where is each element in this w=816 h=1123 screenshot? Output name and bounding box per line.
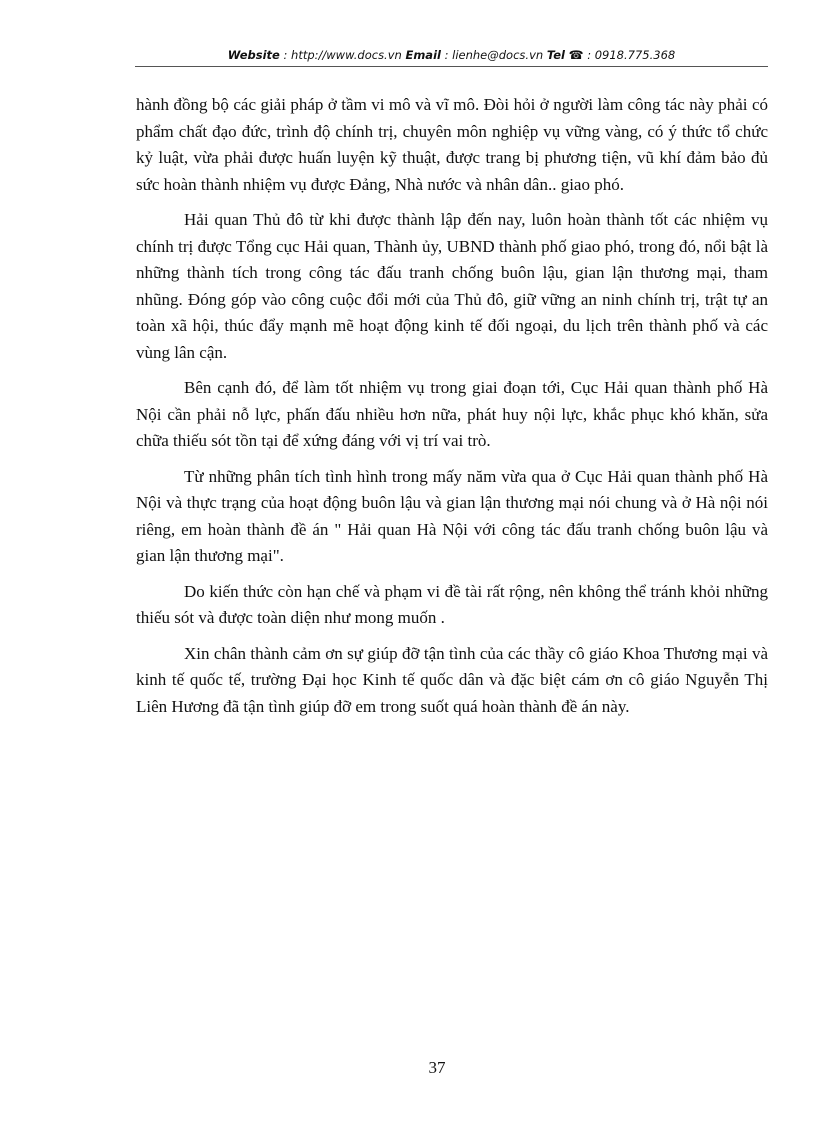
website-label: Website: [227, 48, 280, 62]
paragraph-tu-nhung-phan-tich: Từ những phân tích tình hình trong mấy năm vừa qua ở Cục Hải quan thành phố Hà Nội và thực trạng của hoạt động buôn lậu và gian lận thương mại nói chung và ở Hà nội nói riêng, em hoàn thành đề án " Hải quan Hà Nội với công tác đấu tranh chống buôn lậu và gian lận thương mại".: [136, 466, 768, 565]
email-label: Email: [405, 48, 441, 62]
page-header: [135, 45, 768, 65]
paragraph-continuation: hành đồng bộ các giải pháp ở tầm vi mô và vĩ mô. Đòi hỏi ở người làm công tác này phải có phẩm chất đạo đức, trình độ chính trị, chuyên môn nghiệp vụ vững vàng, có ý thức tổ chức kỷ luật, vừa phải được huấn luyện kỹ thuật, được trang bị phương tiện, vũ khí đảm bảo đủ sức hoàn thành nhiệm vụ được Đảng, Nhà nước và nhân dân.. giao phó.: [136, 95, 768, 194]
paragraph-xin-chan-thanh: Xin chân thành cảm ơn sự giúp đỡ tận tình của các thầy cô giáo Khoa Thương mại và kinh tế quốc tế, trường Đại học Kinh tế quốc dân và đặc biệt cám ơn cô giáo Nguyễn Thị Liên Hương đã tận tình giúp đỡ em trong suốt quá hoàn thành đề án này.: [136, 643, 768, 716]
paragraph-ben-canh-do: Bên cạnh đó, để làm tốt nhiệm vụ trong giai đoạn tới, Cục Hải quan thành phố Hà Nội cần phải nỗ lực, phấn đấu nhiều hơn nữa, phát huy nội lực, khắc phục khó khăn, sửa chữa thiếu sót tồn tại để xứng đáng với vị trí vai trò.: [136, 378, 768, 450]
paragraph-hai-quan-thu-do: Hải quan Thủ đô từ khi được thành lập đến nay, luôn hoàn thành tốt các nhiệm vụ chính trị được Tổng cục Hải quan, Thành ủy, UBND thành phố giao phó, trong đó, nổi bật là những thành tích trong công tác đấu tranh chống buôn lậu, gian lận thương mại, tham nhũng. Đóng góp vào công cuộc đổi mới của Thủ đô, giữ vững an ninh chính trị, trật tự an toàn xã hội, thúc đẩy mạnh mẽ hoạt động kinh tế đối ngoại, du lịch trên thành phố và các vùng lân cận.: [136, 210, 768, 362]
tel-value: : 0918.775.368: [587, 48, 676, 62]
header-divider: [135, 66, 768, 67]
paragraph-do-kien-thuc: Do kiến thức còn hạn chế và phạm vi đề tài rất rộng, nên không thể tránh khỏi những thiếu sót và được toàn diện như mong muốn .: [136, 581, 768, 627]
document-body: [136, 92, 768, 729]
telephone-icon: ☎: [568, 48, 584, 62]
website-value[interactable]: : http://www.docs.vn: [283, 48, 402, 62]
page-number: 37: [428, 1058, 446, 1077]
tel-label: Tel: [546, 48, 565, 62]
email-value[interactable]: : lienhe@docs.vn: [444, 48, 544, 62]
